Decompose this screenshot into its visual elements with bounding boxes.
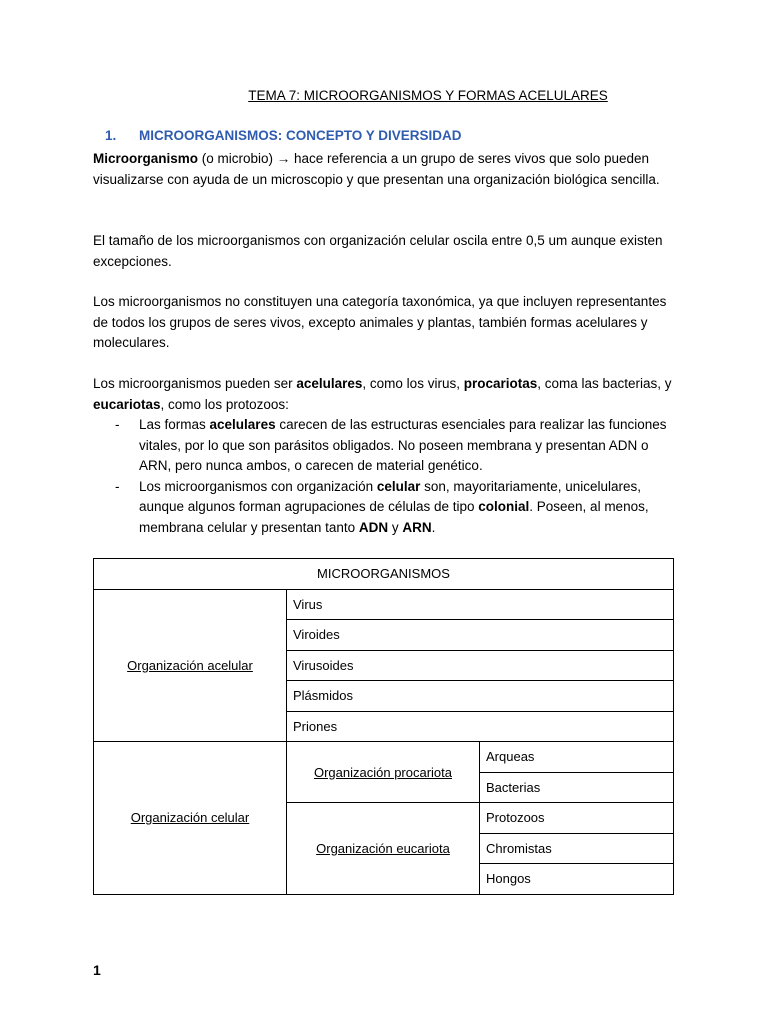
bold-acelulares: acelulares (296, 376, 363, 391)
page-number: 1 (93, 962, 101, 978)
table-cell: Protozoos (480, 803, 674, 834)
table-cell: Arqueas (480, 742, 674, 773)
term-microorganismo: Microorganismo (93, 151, 199, 166)
bold-eucariotas: eucariotas (93, 396, 161, 412)
definition-text: (o microbio) → hace referencia a un grupo de seres vivos que solo pueden visualizarse con ayuda de un microscopio y que presentan una organización biológica sencilla. (93, 151, 660, 187)
text-fragment: y (388, 519, 403, 535)
text-fragment: , coma las bacterias, y (537, 376, 672, 391)
table-header: MICROORGANISMOS (94, 559, 674, 590)
paragraph-types (93, 374, 683, 415)
bold-adn: ADN (358, 519, 389, 535)
text-fragment: . (431, 519, 436, 535)
table-cell: Hongos (480, 864, 674, 895)
table-cell: Bacterias (480, 772, 674, 803)
list-item (93, 415, 683, 477)
paragraph-taxonomy: Los microorganismos no constituyen una categoría taxonómica, ya que incluyen representantes de todos los grupos de seres vivos, excepto animales y plantas, también formas acelulares y moleculares. (93, 294, 667, 350)
table-cell: Plásmidos (287, 681, 674, 712)
bold-procariotas: procariotas (463, 376, 538, 391)
table-cell: Priones (287, 711, 674, 742)
bold-acelulares: acelulares (209, 417, 276, 432)
microorganisms-table (93, 558, 674, 895)
bullet-dash: - (115, 478, 120, 494)
text-fragment: Las formas (139, 417, 210, 432)
table-cell: Chromistas (480, 833, 674, 864)
text-fragment: . Poseen, al menos, membrana celular y presentan tanto (139, 499, 649, 535)
group-acelular: Organización acelular (94, 589, 287, 742)
group-celular: Organización celular (94, 742, 287, 895)
text-fragment: , como los protozoos: (160, 396, 289, 412)
paragraph-definition (93, 149, 683, 190)
text-fragment: Los microorganismos con organización (139, 478, 377, 494)
section-heading (105, 128, 462, 143)
bullet-dash: - (115, 417, 120, 432)
text-fragment: son, mayoritariamente, unicelulares, aunque algunos forman agrupaciones de células de tipo (139, 478, 642, 514)
bold-celular: celular (376, 478, 421, 494)
table-cell: Virusoides (287, 650, 674, 681)
subgroup-procariota: Organización procariota (287, 742, 480, 803)
section-title: MICROORGANISMOS: CONCEPTO Y DIVERSIDAD (139, 128, 462, 143)
bold-colonial: colonial (478, 499, 530, 514)
text-fragment: Los microorganismos pueden ser (93, 376, 297, 391)
page-title: TEMA 7: MICROORGANISMOS Y FORMAS ACELULARES (248, 88, 608, 103)
list-item (93, 477, 683, 539)
table-cell: Viroides (287, 620, 674, 651)
table-cell: Virus (287, 589, 674, 620)
paragraph-size: El tamaño de los microorganismos con organización celular oscila entre 0,5 um aunque existen excepciones. (93, 233, 663, 269)
text-fragment: carecen de las estructuras esenciales para realizar las funciones vitales, por lo que son parásitos obligados. No poseen membrana y presentan ADN o ARN, pero nunca ambos, o carecen de material genético. (139, 417, 667, 473)
text-fragment: , como los virus, (362, 376, 464, 391)
bullet-list (93, 415, 683, 538)
bold-arn: ARN (402, 519, 432, 535)
subgroup-eucariota: Organización eucariota (287, 803, 480, 895)
section-number: 1. (105, 128, 117, 143)
